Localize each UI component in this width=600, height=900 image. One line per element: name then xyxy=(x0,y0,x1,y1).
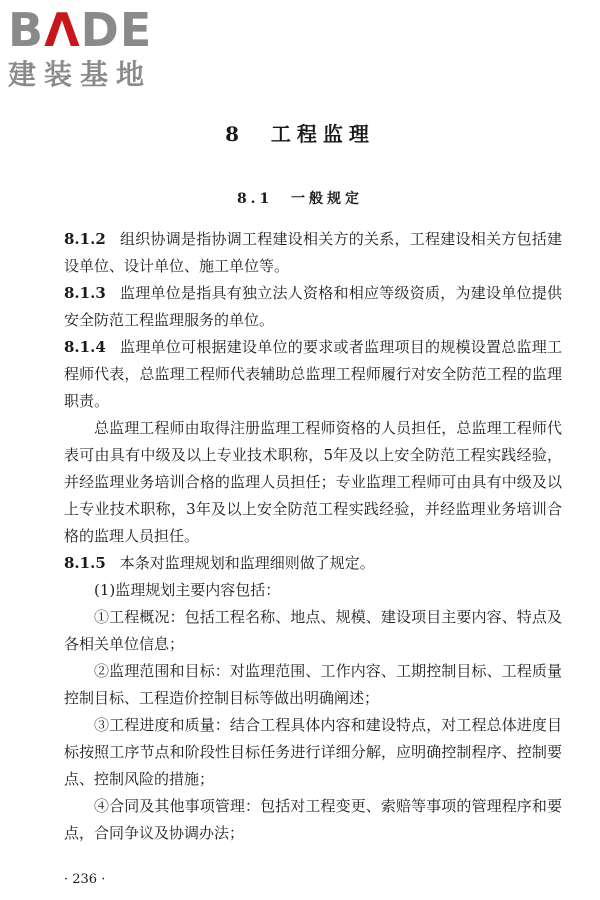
chapter-heading xyxy=(0,118,600,147)
brand-logo xyxy=(8,4,178,92)
paragraph: ③工程进度和质量：结合工程具体内容和建设特点，对工程总体进度目标按照工序节点和阶段性目标任务进行详细分解，应明确控制程序、控制要点、控制风险的措施； xyxy=(64,716,562,788)
logo-subtitle: 建装基地 xyxy=(8,58,153,91)
body-text xyxy=(64,226,562,847)
paragraph: 8.1.2 组织协调是指协调工程建设相关方的关系，工程建设相关方包括建设单位、设计单位、施工单位等。 xyxy=(64,230,562,275)
section-title: 一般规定 xyxy=(291,191,364,207)
paragraph: 8.1.3 监理单位是指具有独立法人资格和相应等级资质，为建设单位提供安全防范工程监理服务的单位。 xyxy=(64,284,562,329)
paragraph: 8.1.5 本条对监理规划和监理细则做了规定。 xyxy=(64,554,375,572)
section-heading xyxy=(0,188,600,208)
chapter-number: 8 xyxy=(225,122,245,146)
paragraph: 总监理工程师由取得注册监理工程师资格的人员担任，总监理工程师代表可由具有中级及以上专业技术职称，5年及以上安全防范工程实践经验，并经监理业务培训合格的监理人员担任；专业监理工程师可由具有中级及以上专业技术职称，3年及以上安全防范工程实践经验，并经监理业务培训合格的监理人员担任。 xyxy=(64,419,562,545)
paragraph: ①工程概况：包括工程名称、地点、规模、建设项目主要内容、特点及各相关单位信息； xyxy=(64,608,562,653)
paragraph: ④合同及其他事项管理：包括对工程变更、索赔等事项的管理程序和要点，合同争议及协调办法； xyxy=(64,797,562,842)
paragraph: ②监理范围和目标：对监理范围、工作内容、工期控制目标、工程质量控制目标、工程造价控制目标等做出明确阐述； xyxy=(64,662,562,707)
logo-wordmark: BΛDE xyxy=(8,3,153,57)
paragraph: 8.1.4 监理单位可根据建设单位的要求或者监理项目的规模设置总监理工程师代表，总监理工程师代表辅助总监理工程师履行对安全防范工程的监理职责。 xyxy=(64,338,562,410)
section-number: 8.1 xyxy=(236,191,274,207)
paragraph: (1)监理规划主要内容包括： xyxy=(94,581,281,599)
page-number: · 236 · xyxy=(64,872,106,887)
chapter-title: 工程监理 xyxy=(270,122,375,146)
